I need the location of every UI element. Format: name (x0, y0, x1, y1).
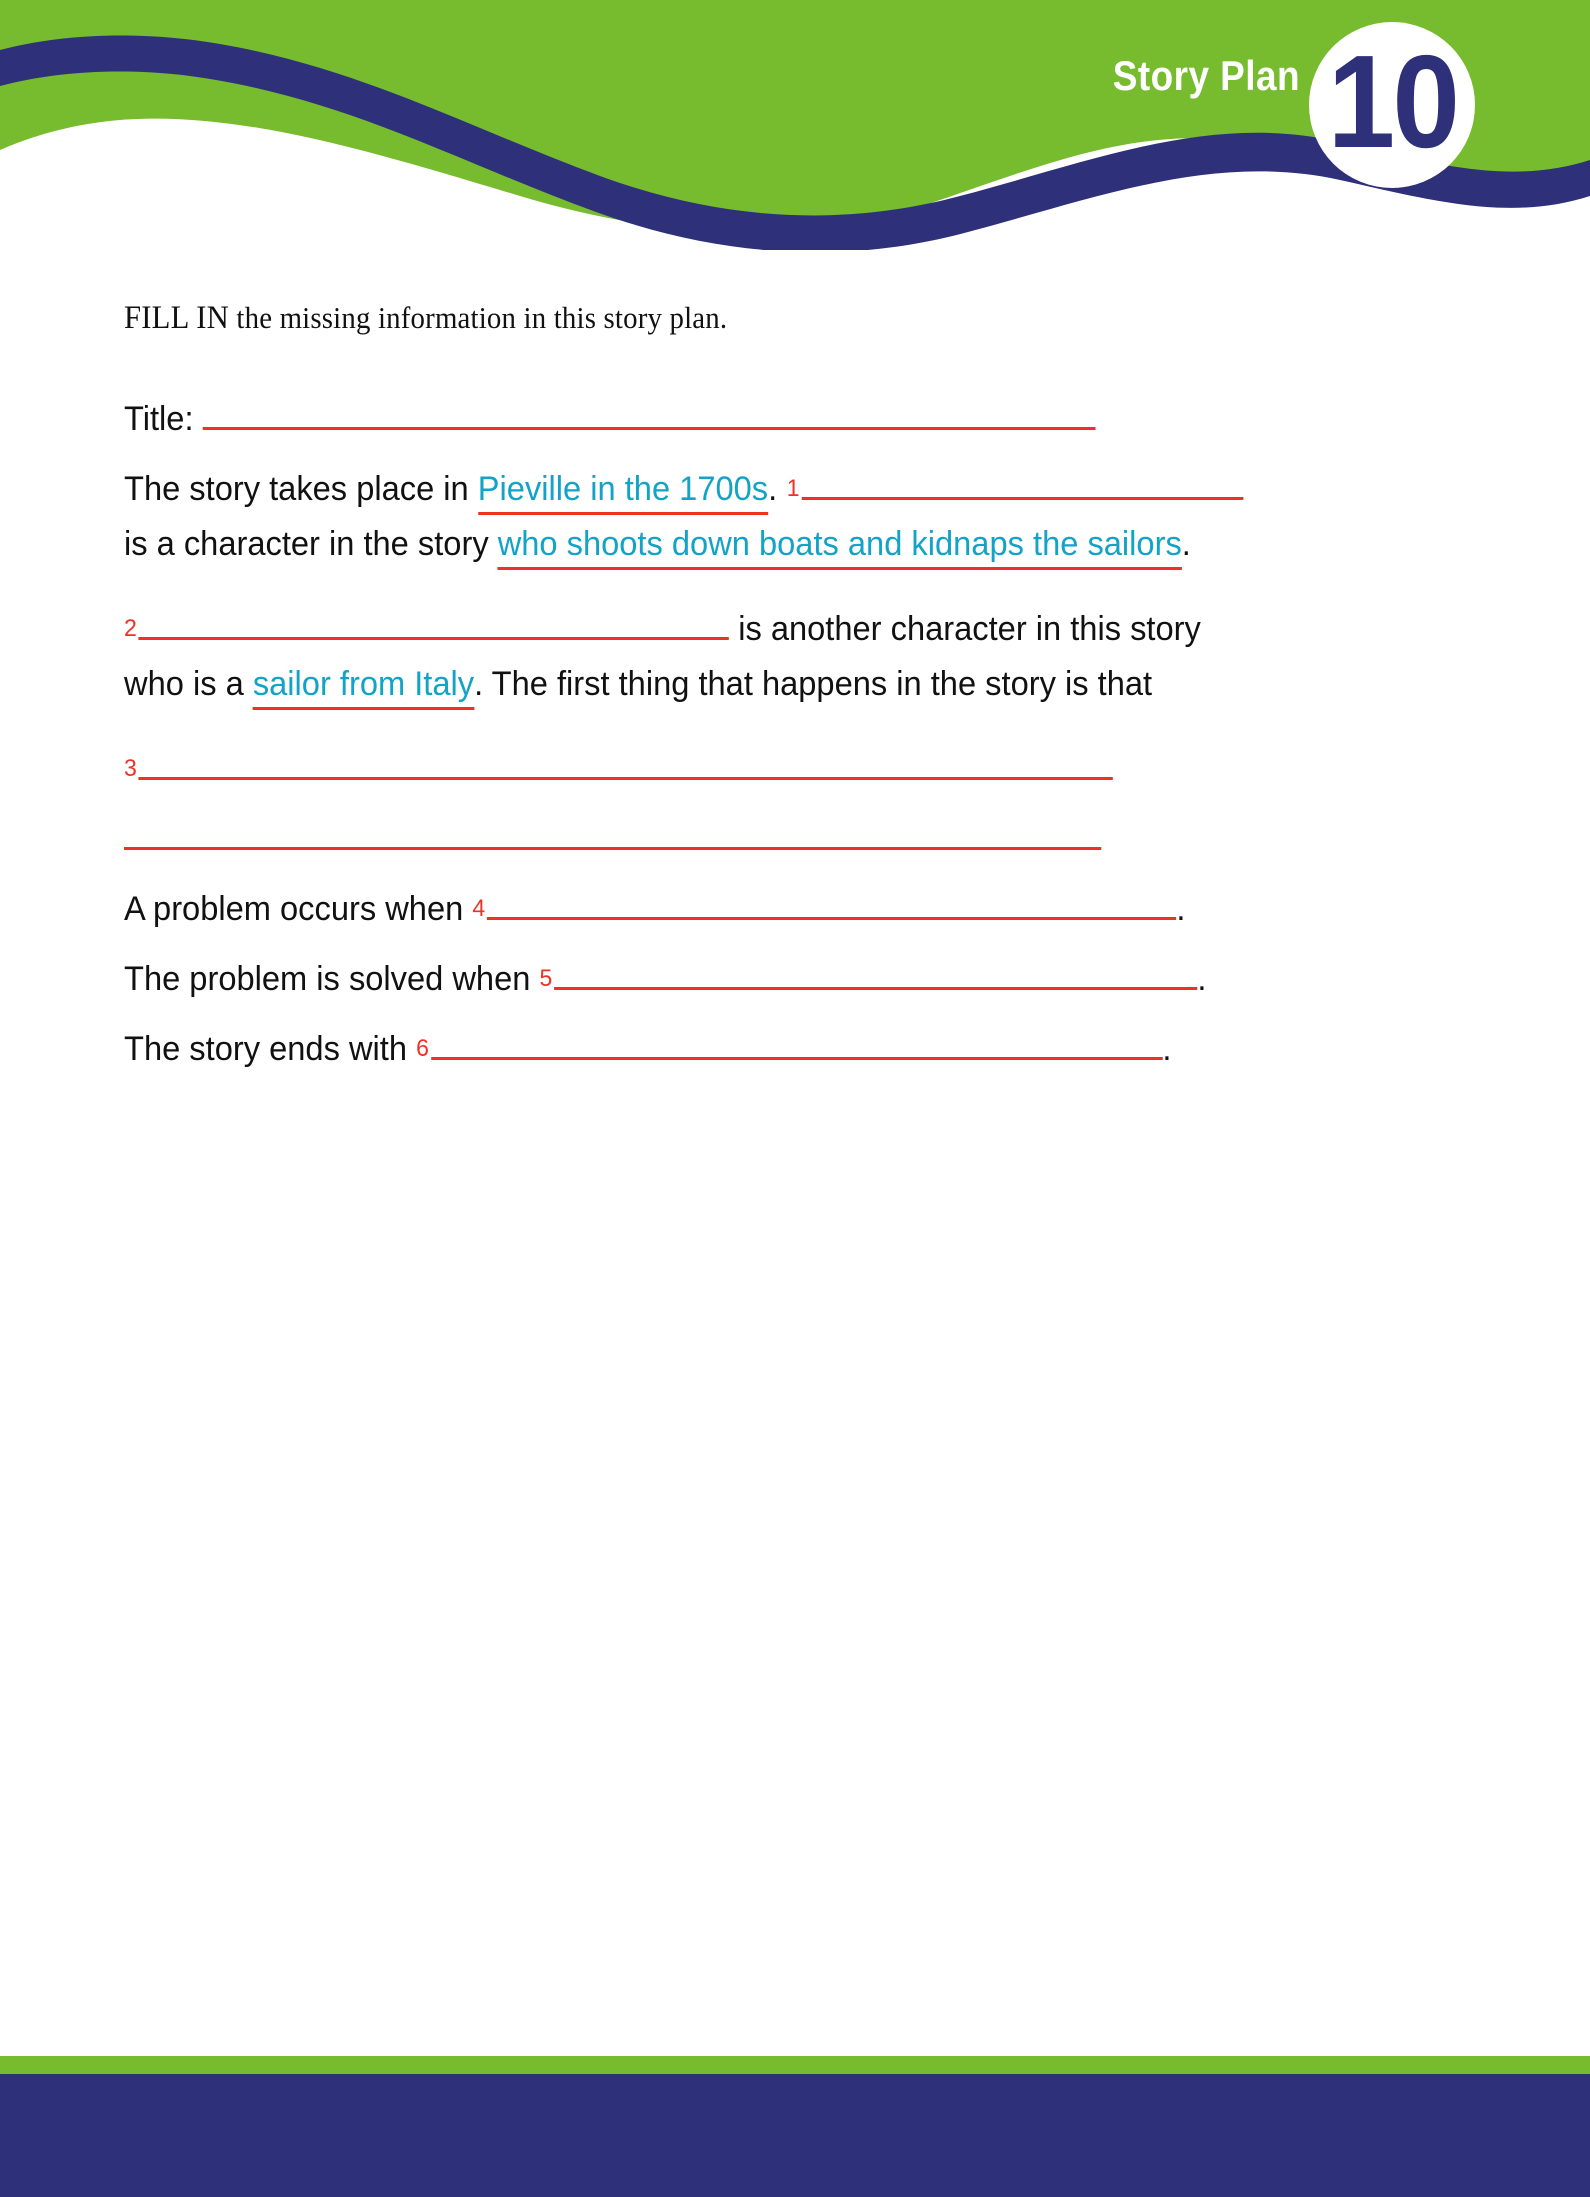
page-header (0, 0, 1590, 250)
character1-answer: who shoots down boats and kidnaps the sailors (498, 527, 1182, 570)
story-line-title (124, 387, 1420, 457)
blank-number-1: 1 (786, 475, 800, 502)
footer-green-band (0, 2056, 1590, 2074)
story-line-character2-detail (124, 667, 1420, 737)
story-line-setting (124, 457, 1420, 527)
character2-detail-prefix: who is a (124, 665, 253, 703)
title-label: Title: (124, 400, 203, 438)
page-number-badge (1309, 22, 1475, 188)
story-line-first-event-cont (124, 807, 1420, 877)
ending-prefix: The story ends with (124, 1030, 417, 1068)
instruction-rest: the missing information in this story plan. (229, 300, 728, 335)
blank-6[interactable] (431, 1017, 1163, 1060)
footer-navy-band (0, 2074, 1590, 2197)
blank-3-continuation[interactable] (124, 807, 1101, 850)
story-line-character2 (124, 597, 1420, 667)
instruction-caps: FILL IN (124, 300, 230, 336)
setting-period: . (768, 470, 778, 508)
blank-number-3: 3 (124, 755, 137, 782)
story-line-character1 (124, 527, 1420, 597)
character2-detail-answer: sailor from Italy (253, 667, 474, 710)
problem-period: . (1176, 890, 1186, 928)
character1-period: . (1181, 525, 1191, 563)
ending-period: . (1162, 1030, 1172, 1068)
setting-answer: Pieville in the 1700s (478, 472, 768, 515)
story-line-solution (124, 947, 1420, 1017)
story-line-ending (124, 1017, 1420, 1087)
instruction-text (124, 300, 1380, 337)
character2-suffix: is another character in this story (729, 610, 1201, 648)
page-number-value: 10 (1327, 28, 1457, 175)
problem-prefix: A problem occurs when (124, 890, 473, 928)
blank-5[interactable] (554, 947, 1197, 990)
blank-4[interactable] (487, 877, 1176, 920)
title-blank[interactable] (203, 387, 1096, 430)
solution-period: . (1197, 960, 1207, 998)
character1-prefix: is a character in the story (124, 525, 498, 563)
blank-number-6: 6 (416, 1035, 429, 1062)
setting-prefix: The story takes place in (124, 470, 478, 508)
story-line-problem (124, 877, 1420, 947)
blank-3[interactable] (139, 737, 1113, 780)
story-line-first-event (124, 737, 1420, 807)
blank-1[interactable] (802, 457, 1244, 500)
worksheet-body (124, 300, 1474, 1087)
solution-prefix: The problem is solved when (124, 960, 540, 998)
blank-number-4: 4 (472, 895, 486, 922)
blank-2[interactable] (139, 597, 729, 640)
blank-number-5: 5 (539, 965, 553, 992)
character2-detail-suffix: . The first thing that happens in the story is that (474, 665, 1153, 703)
page-title: Story Plan (1112, 52, 1300, 99)
blank-number-2: 2 (124, 615, 137, 642)
